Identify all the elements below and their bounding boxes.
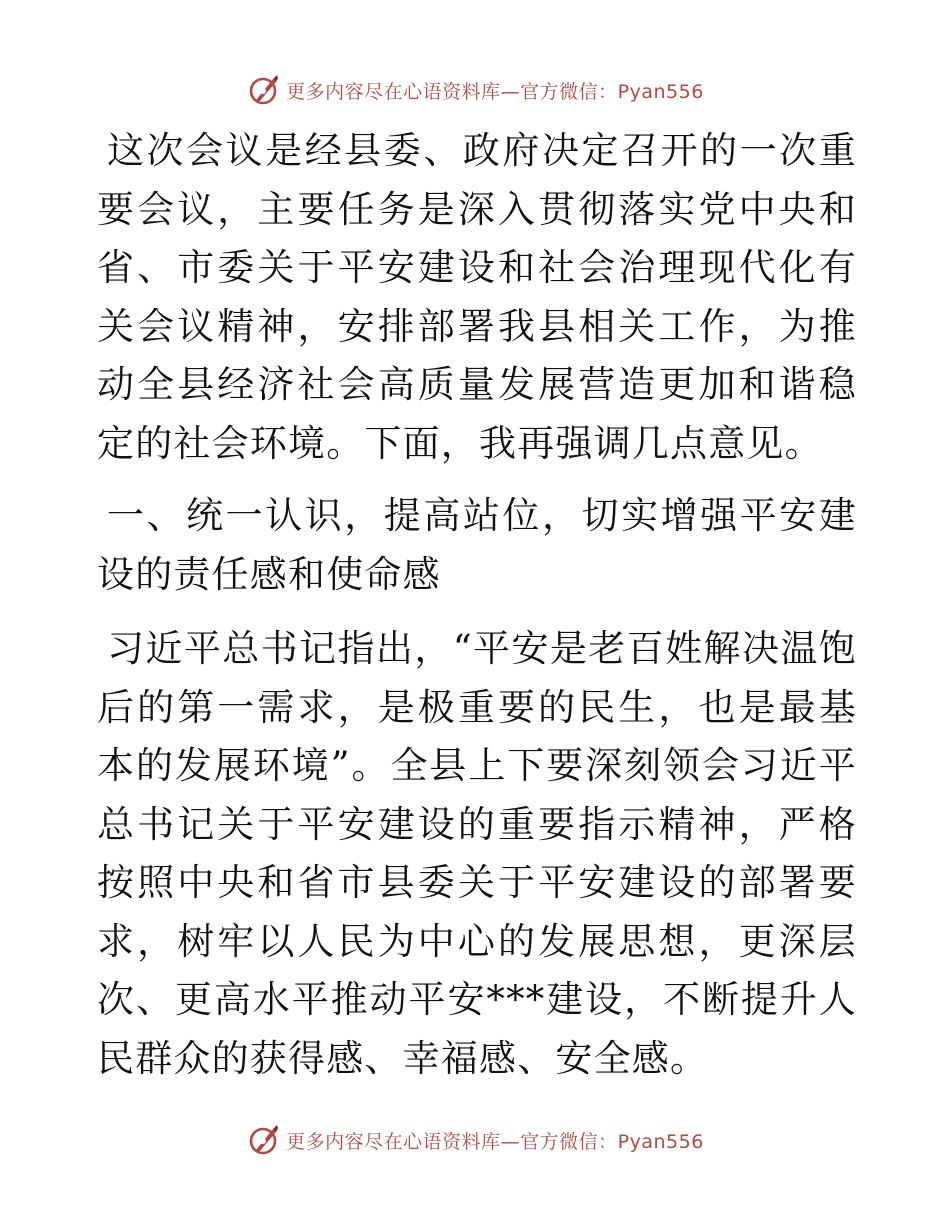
header-banner [0,70,950,110]
quill-pen-icon [246,1123,280,1157]
quill-pen-icon [246,73,280,107]
footer-banner [0,1120,950,1160]
section-heading: 一、统一认识，提高站位，切实增强平安建设的责任感和使命感 [97,494,857,596]
document-body [97,122,857,1088]
intro-paragraph: 这次会议是经县委、政府决定召开的一次重要会议，主要任务是深入贯彻落实党中央和省、市委关于平安建设和社会治理现代化有关会议精神，安排部署我县相关工作，为推动全县经济社会高质量发展营造更加和谐稳定的社会环境。下面，我再强调几点意见。 [97,129,857,465]
header-banner-text: 更多内容尽在心语资料库—官方微信：Pyan556 [286,80,704,103]
body-paragraph: 习近平总书记指出，“平安是老百姓解决温饱后的第一需求，是极重要的民生，也是最基本的发展环境”。全县上下要深刻领会习近平总书记关于平安建设的重要指示精神，严格按照中央和省市县委关于平安建设的部署要求，树牢以人民为中心的发展思想，更深层次、更高水平推动平安***建设，不断提升人民群众的获得感、幸福感、安全感。 [97,627,857,1080]
footer-banner-text: 更多内容尽在心语资料库—官方微信：Pyan556 [286,1130,704,1153]
